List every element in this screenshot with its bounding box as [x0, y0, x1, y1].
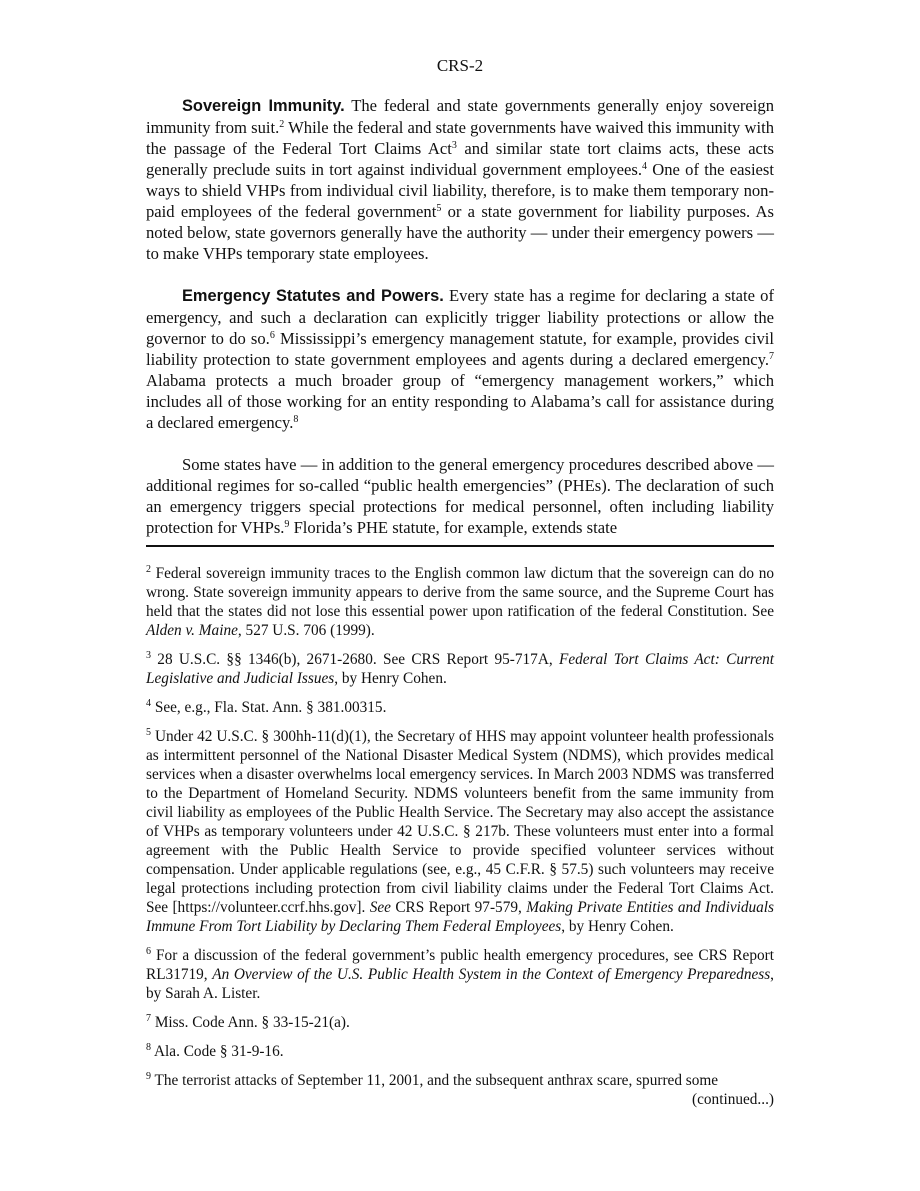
footnote-ref: 3 — [451, 140, 457, 151]
text: While the federal and state governments have waived this immunity with the passage of the Federal Tort Claims Act — [146, 118, 774, 158]
footnote-ref: 7 — [769, 351, 774, 362]
text: and similar state tort claims acts, these acts generally preclude suits in tort against individual government employees. — [146, 139, 774, 179]
heading-sovereign-immunity: Sovereign Immunity. — [182, 97, 345, 115]
page-label: CRS-2 — [436, 56, 484, 75]
footnote-ref: 2 — [279, 119, 285, 130]
footnote-2 — [146, 564, 774, 640]
text: Every state has a regime for declaring a state of emergency, and such a declaration can explicitly trigger liability protections or allow the governor to do so. — [146, 286, 774, 348]
paragraph-public-health-emergencies — [146, 454, 774, 538]
footnote-3 — [146, 650, 774, 688]
text: , by Sarah A. Lister. — [146, 966, 774, 1002]
heading-emergency-statutes: Emergency Statutes and Powers. — [182, 287, 444, 305]
text: The federal and state governments generally enjoy sovereign immunity from suit. — [146, 96, 774, 137]
case-citation: Alden v. Maine — [146, 622, 238, 639]
footnote-6 — [146, 946, 774, 1003]
footnote-number: 8 — [146, 1042, 151, 1053]
text: , by Henry Cohen. — [334, 670, 447, 687]
text: Florida’s PHE statute, for example, extends state — [289, 518, 618, 537]
text: Some states have — in addition to the general emergency procedures described above — additional regimes for so-called “public health emergencies” (PHEs). The declaration of such an emergency triggers special protections for medical personnel, often including liability protection for VHPs. — [146, 455, 774, 537]
text: , 527 U.S. 706 (1999). — [237, 622, 375, 639]
footnote-5 — [146, 727, 774, 936]
paragraph-emergency-statutes — [146, 285, 774, 433]
footnote-4 — [146, 698, 774, 717]
footnote-ref: 6 — [269, 330, 275, 341]
footnotes — [146, 564, 774, 1109]
footnote-ref: 5 — [436, 203, 442, 214]
text: 28 U.S.C. §§ 1346(b), 2671-2680. See CRS Report 95-717A, — [151, 651, 559, 668]
text: The terrorist attacks of September 11, 2001, and the subsequent anthrax scare, spurred some — [151, 1072, 719, 1089]
text: Federal sovereign immunity traces to the English common law dictum that the sovereign can do no wrong. State sovereign immunity appears to derive from the same source, and the Supreme Court has held that the states did not lose this essential power upon ratification of the federal Constitution. See — [146, 565, 774, 620]
text: CRS Report 97-579, — [390, 899, 527, 916]
text: Under 42 U.S.C. § 300hh-11(d)(1), the Secretary of HHS may appoint volunteer health professionals as intermittent personnel of the National Disaster Medical System (NDMS), which provides medical services when a disaster overwhelms local emergency services. In March 2003 NDMS was transferred to the Department of Homeland Security. NDMS volunteers benefit from the same immunity from civil liability as employees of the Public Health Service. The Secretary may also accept the assistance of VHPs as temporary volunteers under 42 U.S.C. § 217b. These volunteers must enter into a formal agreement with the Public Health Service to provide specified volunteer services without compensation. Under applicable regulations (see, e.g., 45 C.F.R. § 57.5) such volunteers may receive legal protections including protection from civil liability claims under the Federal Tort Claims Act. See [https://volunteer.ccrf.hhs.gov]. — [146, 728, 774, 916]
report-title: Making Private Entities and Individuals Immune From Tort Liability by Declaring Them Federal Employees — [146, 899, 775, 935]
text: Mississippi’s emergency management statute, for example, provides civil liability protection to state government employees and agents during a declared emergency. — [146, 329, 774, 369]
footnote-ref: 8 — [293, 414, 299, 425]
footnote-ref: 4 — [641, 161, 647, 172]
footnote-number: 4 — [146, 698, 151, 709]
text: For a discussion of the federal government’s public health emergency procedures, see CRS Report RL31719, — [146, 947, 774, 983]
text: Ala. Code § 31-9-16. — [151, 1043, 284, 1060]
text: One of the easiest ways to shield VHPs from individual civil liability, therefore, is to make them temporary non-paid employees of the federal government — [146, 160, 774, 221]
footnote-7 — [146, 1013, 774, 1032]
footnote-number: 9 — [146, 1071, 151, 1082]
footnote-ref: 9 — [284, 519, 290, 530]
footnote-number: 7 — [146, 1013, 151, 1024]
footnote-8 — [146, 1042, 774, 1061]
continued-marker: (continued...) — [692, 1091, 774, 1108]
main-text — [146, 95, 774, 559]
footnote-9 — [146, 1071, 774, 1090]
text: Miss. Code Ann. § 33-15-21(a). — [151, 1014, 350, 1031]
report-title: An Overview of the U.S. Public Health System in the Context of Emergency Preparedness — [212, 966, 771, 983]
text: , by Henry Cohen. — [561, 918, 674, 935]
footnote-divider — [146, 545, 774, 547]
signal-word: See — [369, 899, 391, 916]
footnote-number: 5 — [146, 727, 151, 738]
footnote-number: 3 — [146, 650, 151, 661]
footnote-number: 2 — [146, 564, 151, 575]
text: Alabama protects a much broader group of “emergency management workers,” which includes all of those working for an entity responding to Alabama’s call for assistance during a declared emergency. — [146, 371, 774, 432]
paragraph-sovereign-immunity — [146, 95, 774, 264]
text: See, e.g., Fla. Stat. Ann. § 381.00315. — [151, 699, 387, 716]
text: or a state government for liability purposes. As noted below, state governors generally have the authority — under their emergency powers — to make VHPs temporary state employees. — [146, 202, 774, 263]
footnote-number: 6 — [146, 946, 151, 957]
report-title: Federal Tort Claims Act: Current Legislative and Judicial Issues — [146, 651, 774, 687]
